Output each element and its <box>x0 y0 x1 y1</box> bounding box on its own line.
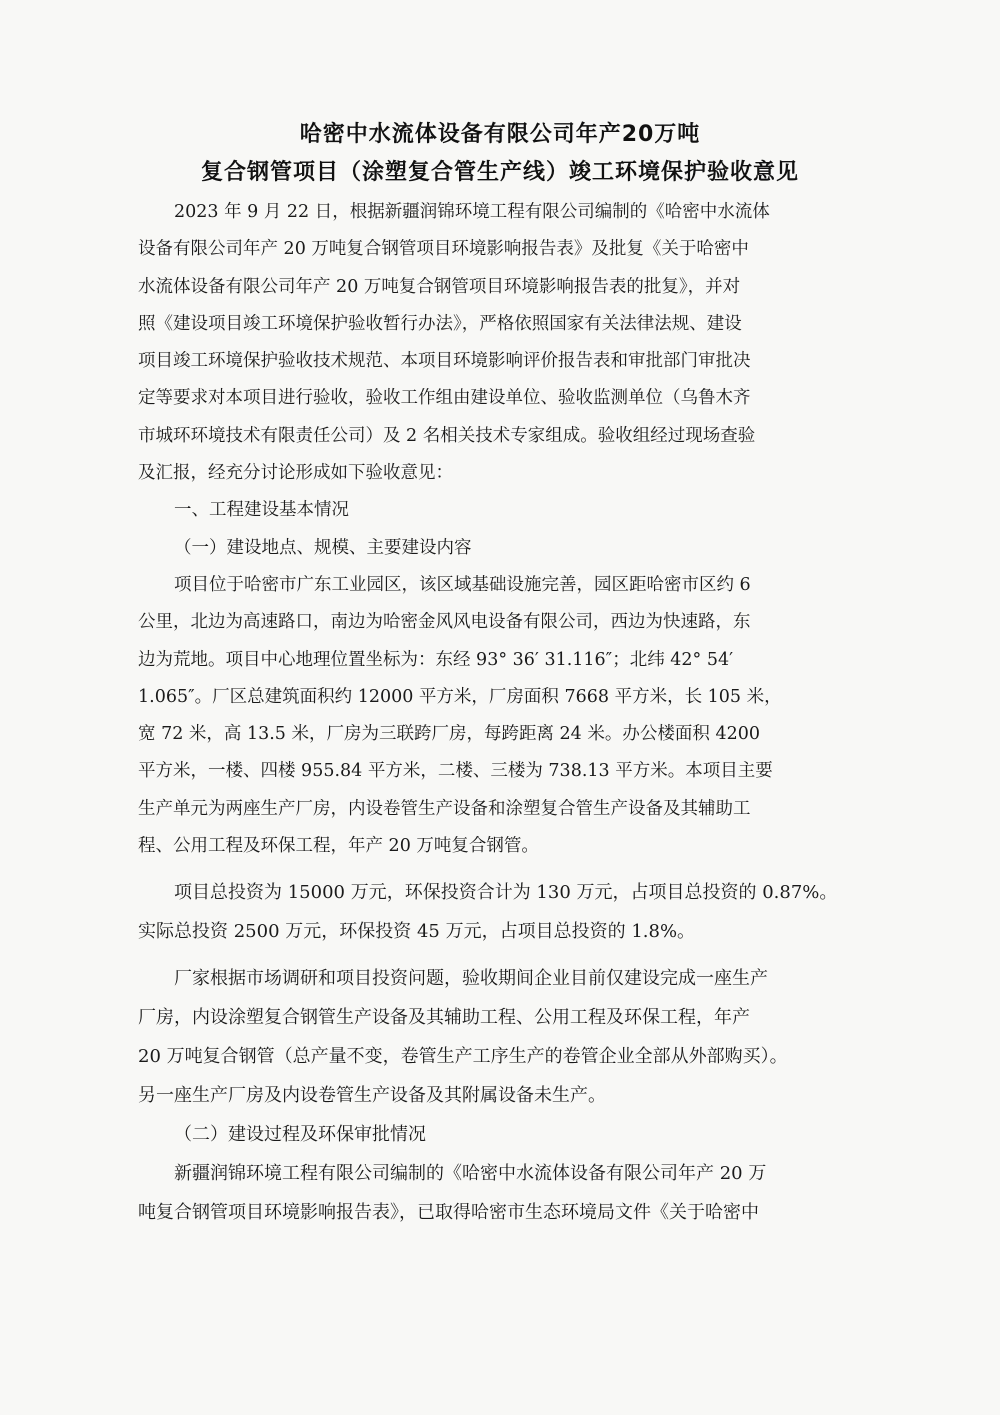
document-title-line2: 复合钢管项目（涂塑复合管生产线）竣工环境保护验收意见 <box>200 160 799 185</box>
location-line: 程、公用工程及环保工程，年产 20 万吨复合钢管。 <box>138 836 539 857</box>
location-line: 项目位于哈密市广东工业园区，该区域基础设施完善，园区距哈密市区约 6 <box>174 574 751 595</box>
location-line: 生产单元为两座生产厂房，内设卷管生产设备和涂塑复合管生产设备及其辅助工 <box>138 798 751 819</box>
intro-line: 2023 年 9 月 22 日，根据新疆润锦环境工程有限公司编制的《哈密中水流体 <box>174 202 770 222</box>
investment-line: 实际总投资 2500 万元，环保投资 45 万元，占项目总投资的 1.8%。 <box>138 921 696 943</box>
location-line: 公里，北边为高速路口，南边为哈密金风风电设备有限公司，西边为快速路，东 <box>138 612 751 633</box>
investment-line: 项目总投资为 15000 万元，环保投资合计为 130 万元，占项目总投资的 0.87%。 <box>174 882 838 904</box>
market-line: 厂家根据市场调研和项目投资问题，验收期间企业目前仅建设完成一座生产 <box>174 968 768 990</box>
location-line: 1.065″。厂区总建筑面积约 12000 平方米，厂房面积 7668 平方米，长 105 米， <box>138 686 782 707</box>
market-line: 20 万吨复合钢管（总产量不变，卷管生产工序生产的卷管企业全部从外部购买）。 <box>138 1046 788 1068</box>
intro-line: 及汇报，经充分讨论形成如下验收意见： <box>138 463 453 484</box>
document-body <box>138 194 870 1232</box>
document-title-line1: 哈密中水流体设备有限公司年产20万吨 <box>299 122 701 147</box>
approval-line: 吨复合钢管项目环境影响报告表》，已取得哈密市生态环境局文件《关于哈密中 <box>138 1202 759 1224</box>
body-lower <box>138 865 870 1232</box>
section-heading: 一、工程建设基本情况 <box>174 500 349 521</box>
intro-line: 照《建设项目竣工环境保护验收暂行办法》，严格依照国家有关法律法规、建设 <box>138 313 742 334</box>
intro-line: 水流体设备有限公司年产 20 万吨复合钢管项目环境影响报告表的批复》，并对 <box>138 276 741 297</box>
intro-line: 定等要求对本项目进行验收，验收工作组由建设单位、验收监测单位（乌鲁木齐 <box>138 388 751 409</box>
location-line: 平方米，一楼、四楼 955.84 平方米，二楼、三楼为 738.13 平方米。本项目主要 <box>138 761 773 782</box>
subsection-heading: （一）建设地点、规模、主要建设内容 <box>174 537 472 558</box>
intro-line: 市城环环境技术有限责任公司）及 2 名相关技术专家组成。验收组经过现场查验 <box>138 425 756 446</box>
subsection-heading: （二）建设过程及环保审批情况 <box>174 1124 426 1146</box>
location-line: 边为荒地。项目中心地理位置坐标为：东经 93° 36′ 31.116″；北纬 42° 54′ <box>138 649 734 670</box>
approval-line: 新疆润锦环境工程有限公司编制的《哈密中水流体设备有限公司年产 20 万 <box>174 1163 767 1185</box>
market-line: 另一座生产厂房及内设卷管生产设备及其附属设备未生产。 <box>138 1085 606 1107</box>
market-line: 厂房，内设涂塑复合钢管生产设备及其辅助工程、公用工程及环保工程，年产 <box>138 1007 750 1029</box>
intro-line: 项目竣工环境保护验收技术规范、本项目环境影响评价报告表和审批部门审批决 <box>138 351 751 372</box>
location-line: 宽 72 米，高 13.5 米，厂房为三联跨厂房，每跨距离 24 米。办公楼面积 4200 <box>138 724 760 745</box>
intro-line: 设备有限公司年产 20 万吨复合钢管项目环境影响报告表》及批复《关于哈密中 <box>138 239 749 260</box>
